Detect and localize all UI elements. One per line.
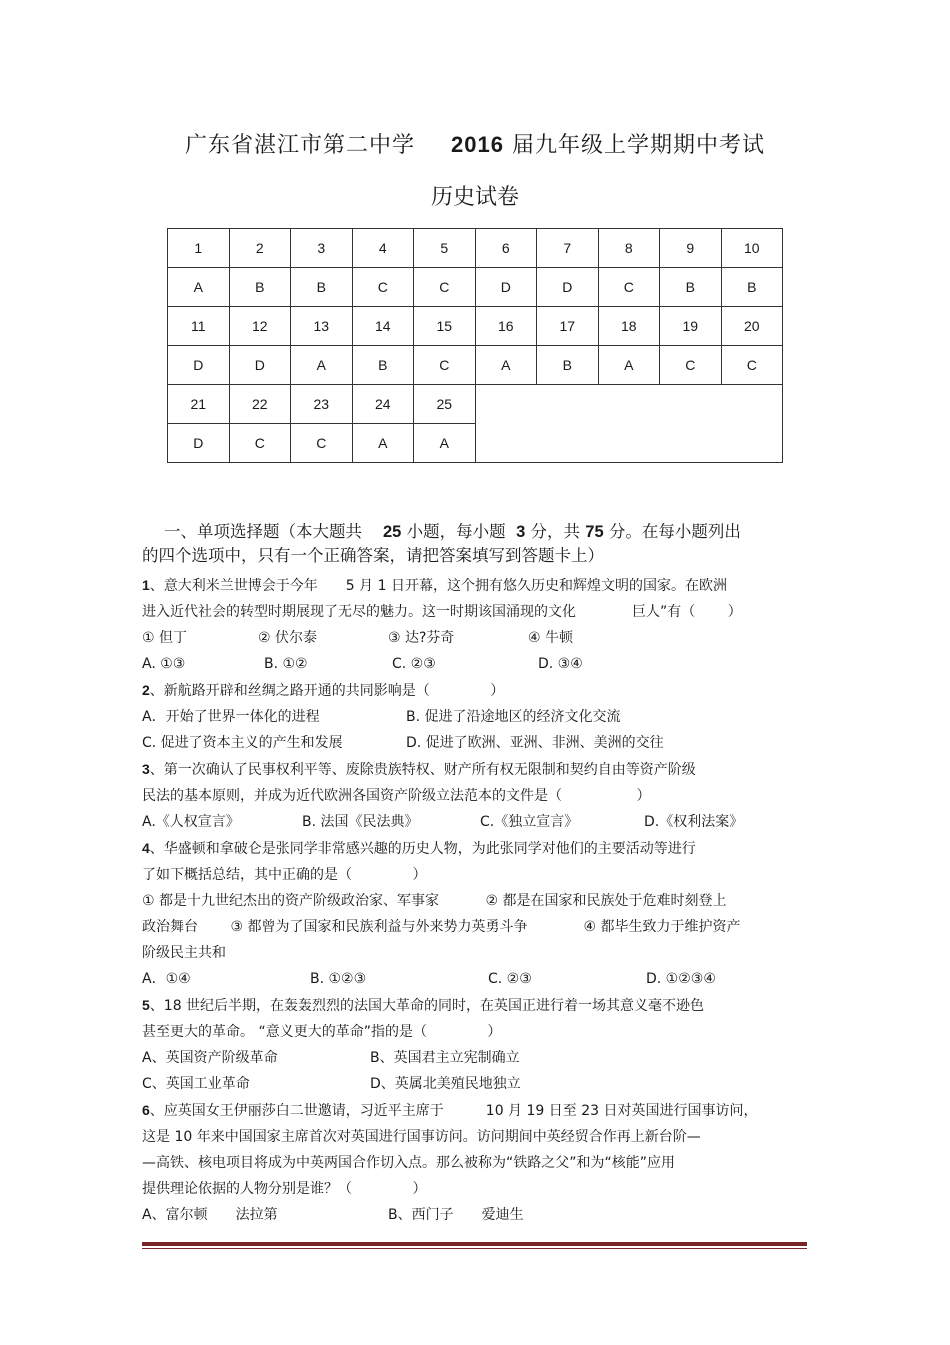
- section-heading: [142, 520, 812, 544]
- option: B. ①②③: [310, 971, 367, 987]
- table-cell: 21: [168, 385, 230, 424]
- table-cell: C: [352, 268, 414, 307]
- table-cell: 7: [537, 229, 599, 268]
- answer-options: [142, 651, 812, 677]
- table-cell: 1: [168, 229, 230, 268]
- question-text: 、华盛顿和拿破仑是张同学非常感兴趣的历史人物，为此张同学对他们的主要活动等进行: [149, 841, 696, 857]
- list-item: ③ 达?芬奇: [388, 630, 455, 646]
- table-cell: 19: [660, 307, 722, 346]
- option: B、西门子 爱迪生: [388, 1207, 524, 1223]
- list-item: ④ 牛顿: [528, 630, 574, 646]
- option: A. ①③: [142, 656, 186, 672]
- answer-table: [167, 228, 783, 463]
- list-item: ② 伏尔泰: [258, 630, 318, 646]
- table-cell: D: [168, 424, 230, 463]
- table-cell: A: [168, 268, 230, 307]
- question-number: 6: [142, 1102, 150, 1118]
- section-points: 3: [516, 523, 526, 541]
- table-cell: B: [660, 268, 722, 307]
- table-row: [168, 268, 783, 307]
- table-cell: 10: [721, 229, 783, 268]
- table-cell: A: [291, 346, 353, 385]
- answer-options: [142, 1071, 812, 1097]
- option: A、富尔顿 法拉第: [142, 1207, 278, 1223]
- table-cell: 6: [475, 229, 537, 268]
- question-6: [142, 1097, 812, 1124]
- option: C.《独立宣言》: [480, 814, 579, 830]
- table-row: [168, 229, 783, 268]
- table-cell: 4: [352, 229, 414, 268]
- section-total: 75: [585, 523, 604, 541]
- title-rest: 届九年级上学期期中考试: [511, 133, 765, 158]
- section-count: 25: [382, 523, 402, 541]
- table-cell: B: [537, 346, 599, 385]
- table-cell: 8: [598, 229, 660, 268]
- table-cell: 18: [598, 307, 660, 346]
- table-cell: 23: [291, 385, 353, 424]
- table-cell: C: [414, 346, 476, 385]
- table-cell: A: [414, 424, 476, 463]
- question-text: 进入近代社会的转型时期展现了无尽的魅力。这一时期该国涌现的文化 巨人”有（ ）: [142, 604, 742, 620]
- table-cell: 5: [414, 229, 476, 268]
- option: A．开始了世界一体化的进程: [142, 709, 320, 725]
- question-number: 2: [142, 682, 150, 698]
- table-cell: B: [721, 268, 783, 307]
- question-text: 了如下概括总结，其中正确的是（ ）: [142, 867, 427, 883]
- question-text: 这是 10 年来中国国家主席首次对英国进行国事访问。访问期间中英经贸合作再上新台阶—: [142, 1129, 701, 1145]
- section-text: 分，共: [530, 522, 581, 541]
- table-cell: 24: [352, 385, 414, 424]
- option: C、英国工业革命: [142, 1076, 250, 1092]
- option: B. 法国《民法典》: [302, 814, 419, 830]
- option: D.《权利法案》: [644, 814, 744, 830]
- answer-options: [142, 809, 812, 835]
- table-cell: 12: [229, 307, 291, 346]
- table-cell: 11: [168, 307, 230, 346]
- table-cell: C: [291, 424, 353, 463]
- section-heading-line2: 的四个选项中，只有一个正确答案，请把答案填写到答题卡上）: [142, 546, 604, 565]
- question-5: [142, 992, 812, 1019]
- table-row: [168, 385, 783, 424]
- title-school: 广东省湛江市第二中学: [185, 133, 416, 158]
- table-cell: A: [598, 346, 660, 385]
- table-cell: B: [291, 268, 353, 307]
- option: B. 促进了沿途地区的经济文化交流: [406, 709, 621, 725]
- table-cell: 17: [537, 307, 599, 346]
- question-text: 民法的基本原则，并成为近代欧洲各国资产阶级立法范本的文件是（ ）: [142, 788, 651, 804]
- section-text: 分。在每小题列出: [608, 522, 741, 541]
- question-text: —高铁、核电项目将成为中英两国合作切入点。那么被称为“铁路之父”和为“核能”应用: [142, 1155, 676, 1171]
- answer-options: [142, 1045, 812, 1071]
- table-cell: 16: [475, 307, 537, 346]
- option: D. 促进了欧洲、亚洲、非洲、美洲的交往: [406, 735, 664, 751]
- answer-options: [142, 966, 812, 992]
- question-items: [142, 625, 812, 651]
- table-cell: 22: [229, 385, 291, 424]
- question-text: 阶级民主共和: [142, 945, 226, 961]
- question-text: 、18 世纪后半期，在轰轰烈烈的法国大革命的同时，在英国正进行着一场其意义毫不逊色: [149, 998, 705, 1014]
- table-cell: 3: [291, 229, 353, 268]
- footer-divider-thin: [142, 1248, 807, 1249]
- table-cell: D: [475, 268, 537, 307]
- question-section: [142, 520, 812, 1228]
- table-cell: 13: [291, 307, 353, 346]
- question-text: 政治舞台 ③ 都曾为了国家和民族利益与外来势力英勇斗争 ④ 都毕生致力于维护资产: [142, 919, 741, 935]
- question-text: 提供理论依据的人物分别是谁？（ ）: [142, 1181, 427, 1197]
- answer-options: [142, 704, 812, 730]
- table-cell: B: [352, 346, 414, 385]
- list-item: ① 但丁: [142, 630, 188, 646]
- question-2: [142, 677, 812, 704]
- table-cell: C: [414, 268, 476, 307]
- section-text: 小题，每小题: [406, 522, 506, 541]
- option: B、英国君主立宪制确立: [370, 1050, 520, 1066]
- option: C. ②③: [488, 971, 532, 987]
- footer-divider: [142, 1242, 807, 1246]
- option: C. ②③: [392, 656, 436, 672]
- table-empty-area: [475, 385, 783, 463]
- section-text: 一、单项选择题（本大题共: [164, 522, 362, 541]
- question-number: 3: [142, 761, 150, 777]
- option: D. ③④: [538, 656, 583, 672]
- question-1: [142, 572, 812, 599]
- table-cell: 15: [414, 307, 476, 346]
- option: D、英属北美殖民地独立: [370, 1076, 521, 1092]
- table-cell: A: [475, 346, 537, 385]
- table-cell: D: [168, 346, 230, 385]
- question-number: 4: [142, 840, 150, 856]
- table-row: [168, 346, 783, 385]
- table-cell: 25: [414, 385, 476, 424]
- option: A.《人权宣言》: [142, 814, 240, 830]
- table-row: [168, 307, 783, 346]
- question-text: 、意大利米兰世博会于今年 5 月 1 日开幕，这个拥有悠久历史和辉煌文明的国家。在欧洲: [149, 578, 727, 594]
- table-cell: B: [229, 268, 291, 307]
- option: A．①④: [142, 971, 191, 987]
- table-cell: A: [352, 424, 414, 463]
- exam-title: [0, 128, 950, 159]
- option: A、英国资产阶级革命: [142, 1050, 278, 1066]
- question-number: 1: [142, 577, 150, 593]
- table-cell: C: [660, 346, 722, 385]
- question-number: 5: [142, 997, 150, 1013]
- question-text: 、新航路开辟和丝绸之路开通的共同影响是（ ）: [149, 683, 505, 699]
- table-cell: 20: [721, 307, 783, 346]
- table-cell: C: [229, 424, 291, 463]
- option: B. ①②: [264, 656, 308, 672]
- table-cell: 14: [352, 307, 414, 346]
- question-text: 、应英国女王伊丽莎白二世邀请，习近平主席于 10 月 19 日至 23 日对英国进行国事访问，: [149, 1103, 758, 1119]
- question-text: 、第一次确认了民事权利平等、废除贵族特权、财产所有权无限制和契约自由等资产阶级: [149, 762, 696, 778]
- question-text: 甚至更大的革命。 “意义更大的革命”指的是（ ）: [142, 1024, 502, 1040]
- answer-options: [142, 1202, 812, 1228]
- table-cell: C: [721, 346, 783, 385]
- table-cell: 9: [660, 229, 722, 268]
- question-3: [142, 756, 812, 783]
- table-cell: C: [598, 268, 660, 307]
- table-cell: D: [537, 268, 599, 307]
- option: D. ①②③④: [646, 971, 716, 987]
- option: C. 促进了资本主义的产生和发展: [142, 735, 343, 751]
- question-4: [142, 835, 812, 862]
- exam-subtitle: 历史试卷: [430, 185, 519, 210]
- table-cell: D: [229, 346, 291, 385]
- title-year: 2016: [451, 132, 504, 157]
- question-text: ① 都是十九世纪杰出的资产阶级政治家、军事家 ② 都是在国家和民族处于危难时刻登上: [142, 893, 727, 909]
- table-cell: 2: [229, 229, 291, 268]
- answer-options: [142, 730, 812, 756]
